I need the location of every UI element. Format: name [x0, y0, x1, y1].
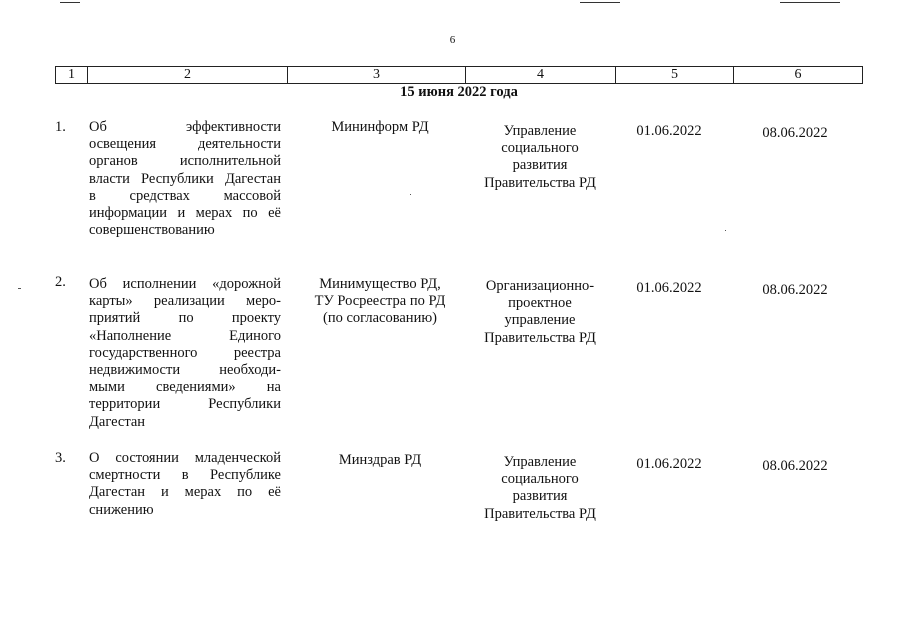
header-col-3: 3 [287, 67, 465, 83]
title-line: Об эффективности [89, 119, 281, 135]
co-executor-line: Правительства РД [484, 174, 596, 191]
title-line: освещения деятельности [89, 136, 281, 153]
co-executor-cell [462, 123, 618, 192]
row-title [89, 276, 281, 431]
co-executor-line: проектное [508, 295, 572, 312]
title-line: власти Республики Дагестан [89, 170, 281, 187]
title-line: недвижимости необходи- [89, 362, 281, 379]
row-number: 2. [55, 274, 66, 290]
title-line: Дагестан и мерах по её [89, 484, 281, 501]
scan-mark-right [780, 2, 840, 3]
title-line: территории Республики [89, 396, 281, 413]
row-title [89, 119, 281, 239]
responsible-cell [300, 276, 460, 328]
date-consider: 08.06.2022 [762, 458, 828, 474]
date-submit: 01.06.2022 [636, 456, 702, 472]
date-consider: 08.06.2022 [762, 282, 828, 298]
title-line: мыми сведениями» на [89, 379, 281, 396]
header-col-5: 5 [615, 67, 733, 83]
responsible-line: (по согласованию) [323, 310, 437, 327]
date-heading: 15 июня 2022 года [400, 84, 518, 100]
scan-mark-left [60, 2, 80, 3]
date-submit: 01.06.2022 [636, 123, 702, 139]
title-line: государственного реестра [89, 344, 281, 361]
co-executor-cell [462, 278, 618, 347]
co-executor-line: Организационно- [485, 278, 595, 294]
header-col-6: 6 [733, 67, 863, 83]
header-col-2: 2 [87, 67, 287, 83]
scan-speck [410, 194, 411, 195]
responsible-line: ТУ Росреестра по РД [314, 293, 446, 310]
co-executor-line: социального [501, 140, 579, 157]
co-executor-line: Управление [503, 454, 577, 470]
title-line: «Наполнение Единого [89, 327, 281, 344]
responsible-line: Мининформ РД [331, 119, 429, 135]
title-line: О состоянии младенческой [89, 450, 281, 466]
header-col-4: 4 [465, 67, 615, 83]
co-executor-line: Управление [503, 123, 577, 139]
title-line: информации и мерах по её [89, 205, 281, 222]
table-header-row [55, 66, 863, 84]
title-line: смертности в Республике [89, 467, 281, 484]
title-line: снижению [89, 501, 154, 518]
co-executor-line: управление [504, 312, 576, 329]
scan-speck [725, 230, 726, 231]
title-line: совершенствованию [89, 222, 215, 239]
title-line: в средствах массовой [89, 187, 281, 204]
title-line: приятий по проекту [89, 310, 281, 327]
co-executor-line: Правительства РД [484, 505, 596, 522]
title-line: Дагестан [89, 413, 146, 430]
responsible-line: Минимущество РД, [319, 276, 441, 292]
co-executor-line: Правительства РД [484, 329, 596, 346]
co-executor-line: социального [501, 471, 579, 488]
scan-speck [18, 288, 21, 289]
co-executor-cell [462, 454, 618, 523]
header-col-1: 1 [55, 67, 87, 83]
row-number: 3. [55, 450, 66, 466]
date-consider: 08.06.2022 [762, 125, 828, 141]
row-number: 1. [55, 119, 66, 135]
row-title [89, 450, 281, 519]
responsible-cell [300, 119, 460, 136]
co-executor-line: развития [512, 157, 568, 174]
scan-mark-center [580, 2, 620, 3]
co-executor-line: развития [512, 488, 568, 505]
responsible-cell [300, 452, 460, 469]
title-line: Об исполнении «дорожной [89, 276, 281, 292]
responsible-line: Минздрав РД [338, 452, 422, 468]
title-line: карты» реализации меро- [89, 293, 281, 310]
date-submit: 01.06.2022 [636, 280, 702, 296]
page-number: 6 [449, 34, 456, 46]
title-line: органов исполнительной [89, 153, 281, 170]
